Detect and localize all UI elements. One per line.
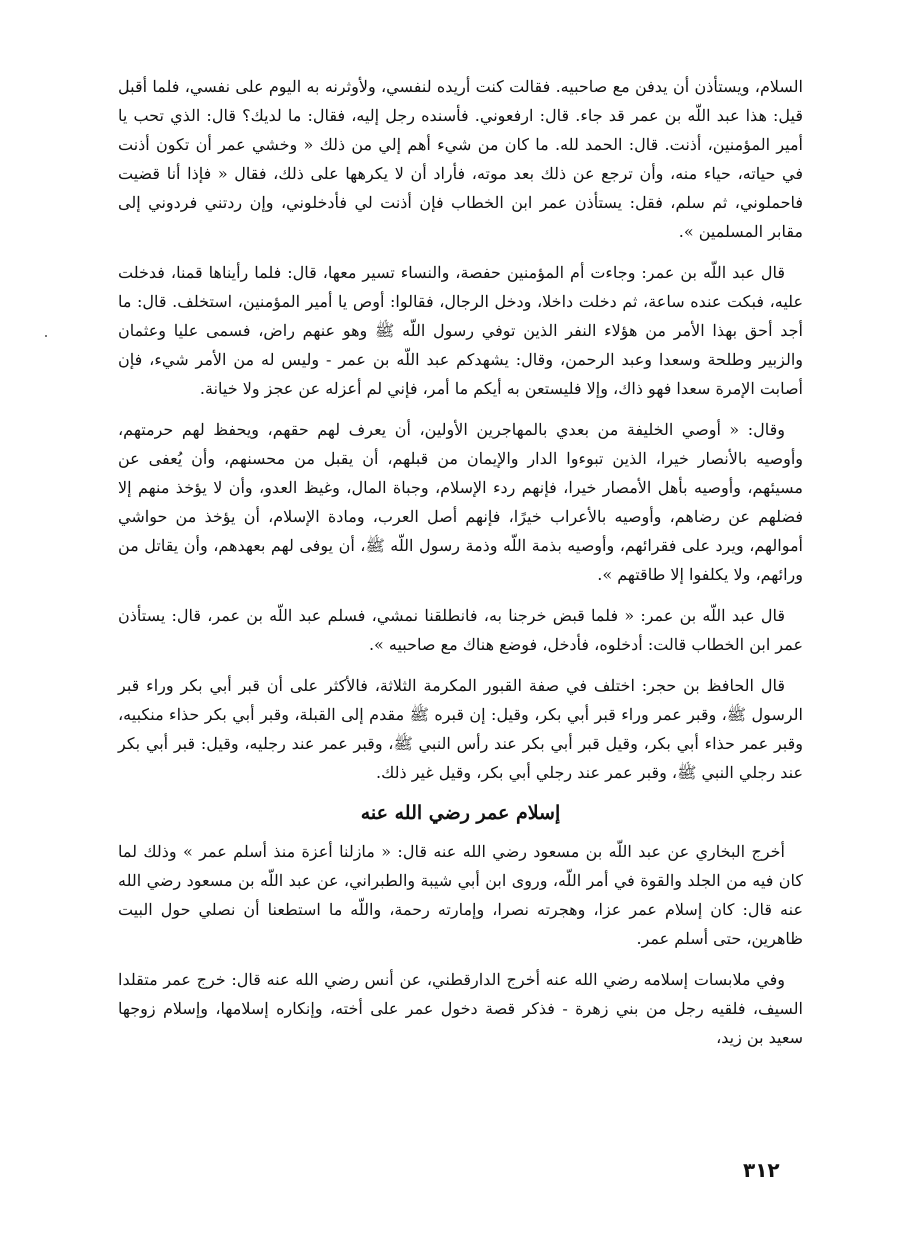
paragraph: وقال: « أوصي الخليفة من بعدي بالمهاجرين الأولين، أن يعرف لهم حقهم، ويحفظ لهم حرمتهم، وأوصيه بالأنصار خيرا، الذين تبوءوا الدار والإيمان من قبلهم، أن يقبل من محسنهم، وأن يُعفى عن مسيئهم، وأوصيه بأهل الأمصار خيرا، فإنهم ردء الإسلام، وجباة المال، وغيظ العدو، وأن لا يؤخذ منهم إلا فضلهم عن رضاهم، وأوصيه بالأعراب خيرًا، فإنهم أصل العرب، ومادة الإسلام، أن يؤخذ من حواشي أموالهم، ويرد على فقرائهم، وأوصيه بذمة اللّه وذمة رسول اللّه ﷺ، أن يوفى لهم بعهدهم، وأن يقاتل من ورائهم، ولا يكلفوا إلا طاقتهم ». <box>118 420 803 584</box>
scan-speck <box>45 335 47 337</box>
paragraph: قال عبد اللّه بن عمر: وجاءت أم المؤمنين حفصة، والنساء تسير معها، قال: فلما رأيناها قمنا، فدخلت عليه، فبكت عنده ساعة، ثم دخلت داخلا، ودخل الرجال، فقالوا: أوص يا أمير المؤمنين، استخلف. قال: ما أجد أحق بهذا الأمر من هؤلاء النفر الذين توفي رسول اللّه ﷺ وهو عنهم راض، فسمى عليا وعثمان والزبير وطلحة وسعدا وعبد الرحمن، وقال: يشهدكم عبد اللّه بن عمر - وليس له من الأمر شيء، فإن أصابت الإمرة سعدا فهو ذاك، وإلا فليستعن به أيكم ما أمر، فإني لم أعزله عن عجز ولا خيانة. <box>118 263 803 398</box>
section-heading: إسلام عمر رضي الله عنه <box>360 802 561 824</box>
page-number: ٣١٢ <box>743 1158 780 1182</box>
paragraph: قال الحافظ بن حجر: اختلف في صفة القبور المكرمة الثلاثة، فالأكثر على أن قبر أبي بكر وراء قبر الرسول ﷺ، وقبر عمر وراء قبر أبي بكر، وقيل: إن قبره ﷺ مقدم إلى القبلة، وقبر أبي بكر حذاء منكبيه، وقبر عمر حذاء أبي بكر، وقيل قبر أبي بكر عند رأس النبي ﷺ، وقبر عمر عند رجليه، وقيل: قبر أبي بكر عند رجلي النبي ﷺ، وقبر عمر عند رجلي أبي بكر، وقيل غير ذلك. <box>118 676 804 782</box>
paragraph: السلام، ويستأذن أن يدفن مع صاحبيه. فقالت كنت أريده لنفسي، ولأوثرنه به اليوم على نفسي، فلما أقبل قيل: هذا عبد اللّه بن عمر قد جاء. قال: ارفعوني. فأسنده رجل إليه، فقال: ما لديك؟ قال: الذي تحب يا أمير المؤمنين، أذنت. قال: الحمد لله. ما كان من شيء أهم إلي من ذلك « وخشي عمر أن تكون أذنت في حياته، حياء منه، وأن ترجع عن ذلك بعد موته، فأراد أن لا يكرهها على ذلك، فقال « فإذا أنا قضيت فاحملوني، ثم سلم، فقل: يستأذن عمر ابن الخطاب فإن أذنت لي فأدخلوني، وإن ردتني فردوني إلى مقابر المسلمين ». <box>118 77 804 241</box>
book-page <box>118 72 803 1064</box>
paragraph: وفي ملابسات إسلامه رضي الله عنه أخرج الدارقطني، عن أنس رضي الله عنه قال: خرج عمر متقلدا السيف، فلقيه رجل من بني زهرة - فذكر قصة دخول عمر على أخته، وإنكاره إسلامها، وإسلام زوجها سعيد بن زيد، <box>118 970 803 1047</box>
paragraph: أخرج البخاري عن عبد اللّه بن مسعود رضي الله عنه قال: « مازلنا أعزة منذ أسلم عمر » وذلك لما كان فيه من الجلد والقوة في أمر اللّه، وروى ابن أبي شيبة والطبراني، عن عبد اللّه بن مسعود رضي الله عنه قال: كان إسلام عمر عزا، وهجرته نصرا، وإمارته رحمة، واللّه ما استطعنا أن نصلي حول البيت ظاهرين، حتى أسلم عمر. <box>118 842 803 948</box>
paragraph: قال عبد اللّه بن عمر: « فلما قبض خرجنا به، فانطلقنا نمشي، فسلم عبد اللّه بن عمر، قال: يستأذن عمر ابن الخطاب قالت: أدخلوه، فأدخل، فوضع هناك مع صاحبيه ». <box>118 606 803 654</box>
